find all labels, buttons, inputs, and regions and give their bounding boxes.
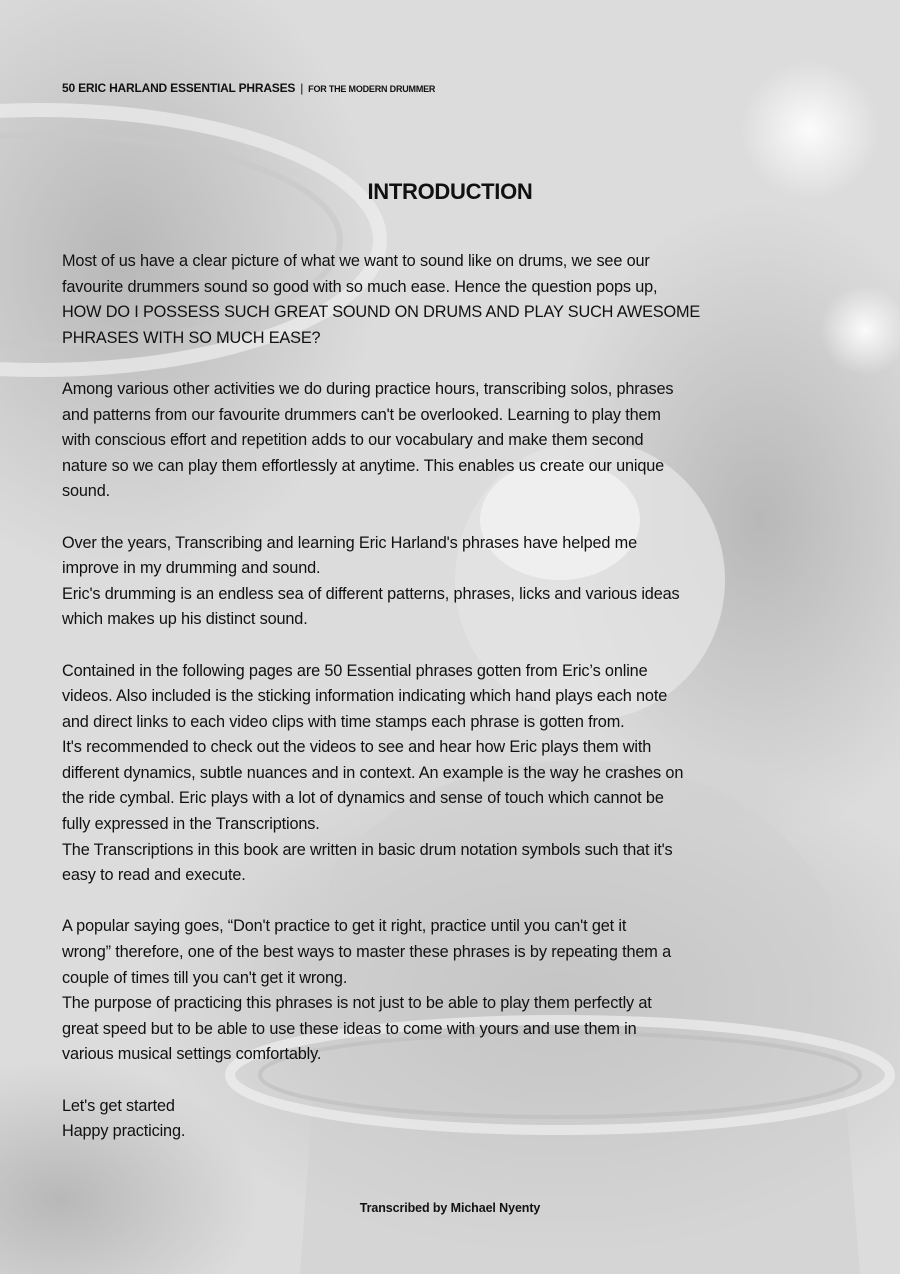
text-line: Most of us have a clear picture of what we want to sound like on drums, we see our <box>62 252 650 270</box>
text-line: favourite drummers sound so good with so much ease. Hence the question pops up, <box>62 277 658 296</box>
text-line: Let's get started <box>62 1096 175 1115</box>
text-line: Happy practicing. <box>62 1122 186 1141</box>
body-text <box>62 249 837 1170</box>
text-line: great speed but to be able to use these ideas to come with yours and use them in <box>62 1019 637 1038</box>
paragraph <box>62 249 837 351</box>
paragraph <box>62 914 837 1068</box>
text-line: HOW DO I POSSESS SUCH GREAT SOUND ON DRUMS AND PLAY SUCH AWESOME <box>62 303 701 322</box>
paragraph <box>62 531 837 633</box>
text-line: fully expressed in the Transcriptions. <box>62 815 320 834</box>
text-line: couple of times till you can't get it wrong. <box>62 968 348 987</box>
running-header <box>62 81 435 95</box>
text-line: improve in my drumming and sound. <box>62 559 321 578</box>
text-line: with conscious effort and repetition adds to our vocabulary and make them second <box>62 431 644 450</box>
header-separator: | <box>300 81 304 95</box>
text-line: and patterns from our favourite drummers can't be overlooked. Learning to play them <box>62 405 661 424</box>
paragraph <box>62 377 837 505</box>
text-line: different dynamics, subtle nuances and in context. An example is the way he crashes on <box>62 763 684 782</box>
text-line: easy to read and execute. <box>62 866 246 885</box>
text-line: various musical settings comfortably. <box>62 1045 322 1064</box>
text-line: videos. Also included is the sticking information indicating which hand plays each note <box>62 687 668 706</box>
text-line: Among various other activities we do during practice hours, transcribing solos, phrases <box>62 379 674 398</box>
header-title: 50 ERIC HARLAND ESSENTIAL PHRASES <box>62 81 296 95</box>
text-line: PHRASES WITH SO MUCH EASE? <box>62 328 321 347</box>
text-line: the ride cymbal. Eric plays with a lot of dynamics and sense of touch which cannot be <box>62 789 664 808</box>
text-line: which makes up his distinct sound. <box>62 610 308 629</box>
text-line: sound. <box>62 482 110 501</box>
text-line: Over the years, Transcribing and learning Eric Harland's phrases have helped me <box>62 533 637 552</box>
text-line: The purpose of practicing this phrases is not just to be able to play them perfectly at <box>62 994 652 1013</box>
page-title: INTRODUCTION <box>367 179 533 204</box>
text-line: nature so we can play them effortlessly at anytime. This enables us create our unique <box>62 456 665 475</box>
paragraph <box>62 1094 837 1145</box>
paragraph <box>62 659 837 889</box>
header-subtitle: FOR THE MODERN DRUMMER <box>308 84 436 94</box>
text-line: Contained in the following pages are 50 Essential phrases gotten from Eric’s online <box>62 661 648 680</box>
text-line: and direct links to each video clips with time stamps each phrase is gotten from. <box>62 712 625 731</box>
text-line: It's recommended to check out the videos to see and hear how Eric plays them with <box>62 738 652 757</box>
text-line: A popular saying goes, “Don't practice to get it right, practice until you can't get it <box>62 917 627 936</box>
text-line: wrong” therefore, one of the best ways to master these phrases is by repeating them a <box>62 943 671 962</box>
transcriber-credit: Transcribed by Michael Nyenty <box>359 1201 541 1215</box>
text-line: Eric's drumming is an endless sea of different patterns, phrases, licks and various ideas <box>62 584 680 603</box>
text-line: The Transcriptions in this book are written in basic drum notation symbols such that it's <box>62 840 673 859</box>
